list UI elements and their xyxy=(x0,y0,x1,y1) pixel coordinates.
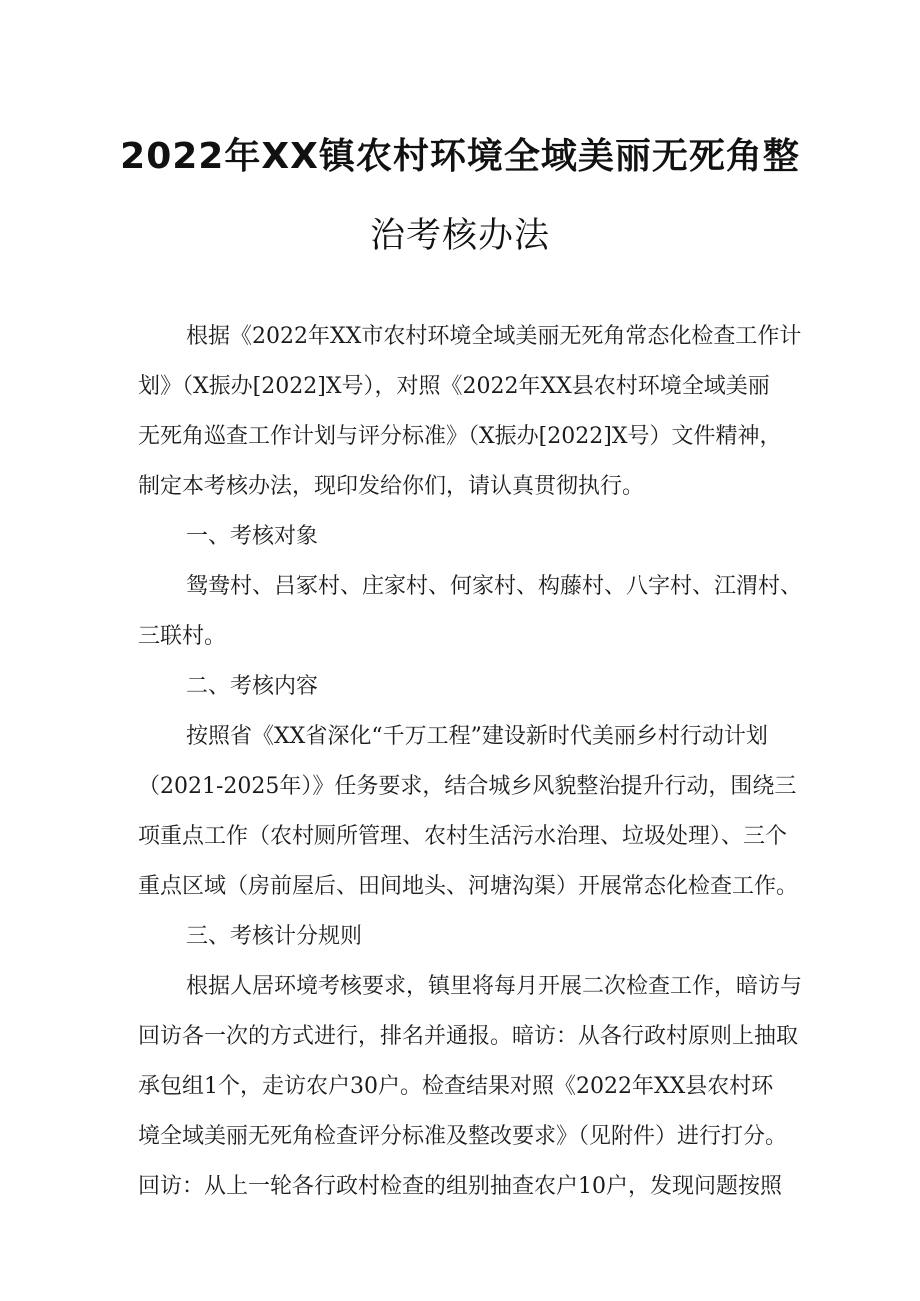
body-line-2: 划》（X振办[2022]X号），对照《2022年XX县农村环境全域美丽 xyxy=(138,374,770,399)
body-line-10: 重点区域（房前屋后、田间地头、河塘沟渠）开展常态化检查工作。 xyxy=(138,874,799,899)
body-line-4: 制定本考核办法，现印发给你们，请认真贯彻执行。 xyxy=(138,474,645,499)
section-heading-1: 一、考核对象 xyxy=(186,524,319,549)
document-title-line-1: 2022年XX镇农村环境全域美丽无死角整 xyxy=(120,136,800,177)
body-line-6: 三联村。 xyxy=(138,624,227,649)
body-line-14: 境全域美丽无死角检查评分标准及整改要求》（见附件）进行打分。 xyxy=(138,1124,788,1149)
body-line-13: 承包组1个，走访农户30户。检查结果对照《2022年XX县农村环 xyxy=(138,1074,774,1099)
body-line-15: 回访：从上一轮各行政村检查的组别抽查农户10户，发现问题按照 xyxy=(138,1174,782,1199)
section-heading-3: 三、考核计分规则 xyxy=(186,924,363,949)
body-line-8: （2021-2025年）》任务要求，结合城乡风貌整治提升行动，围绕三 xyxy=(138,774,797,799)
body-line-3: 无死角巡查工作计划与评分标准》（X振办[2022]X号）文件精神， xyxy=(138,424,782,449)
body-line-12: 回访各一次的方式进行，排名并通报。暗访：从各行政村原则上抽取 xyxy=(138,1024,799,1049)
document-title-line-2: 治考核办法 xyxy=(369,216,550,256)
body-line-9: 项重点工作（农村厕所管理、农村生活污水治理、垃圾处理）、三个 xyxy=(138,824,788,849)
body-line-5: 鸳鸯村、吕冢村、庄家村、何家村、构藤村、八字村、江渭村、 xyxy=(186,574,803,599)
section-heading-2: 二、考核内容 xyxy=(186,674,319,699)
body-line-1: 根据《2022年XX市农村环境全域美丽无死角常态化检查工作计 xyxy=(186,324,802,349)
body-line-7: 按照省《XX省深化“千万工程”建设新时代美丽乡村行动计划 xyxy=(186,724,768,749)
body-line-11: 根据人居环境考核要求，镇里将每月开展二次检查工作，暗访与 xyxy=(186,974,803,999)
